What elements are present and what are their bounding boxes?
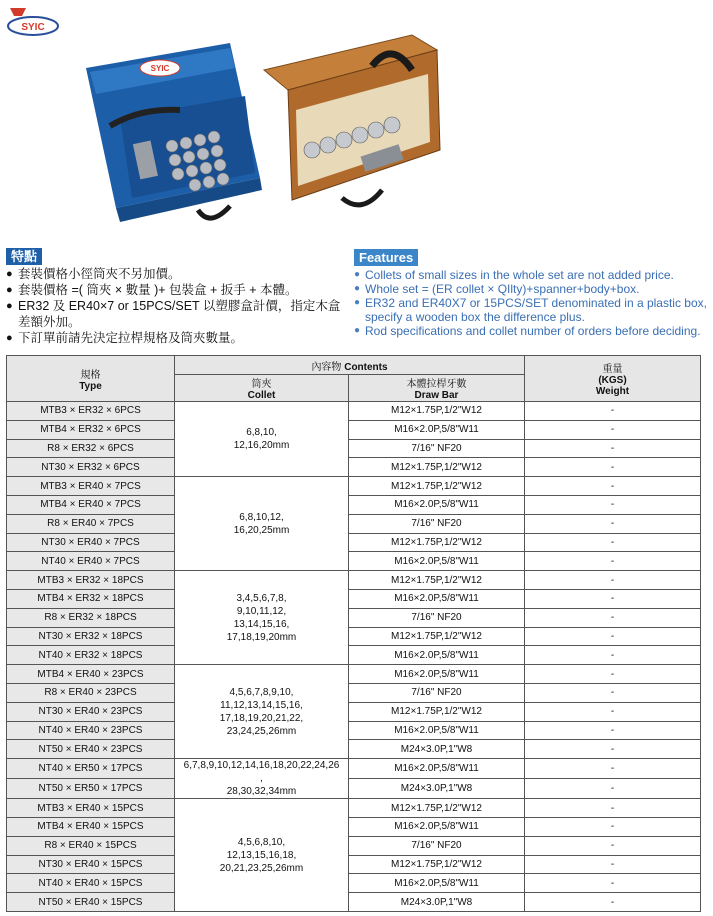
drawbar-cell: M12×1.75P,1/2"W12 <box>349 799 525 818</box>
table-row <box>7 779 701 799</box>
type-cell: NT40 × ER40 × 15PCS <box>7 874 175 893</box>
drawbar-cell: M12×1.75P,1/2"W12 <box>349 533 525 552</box>
drawbar-cell: M12×1.75P,1/2"W12 <box>349 855 525 874</box>
drawbar-cell: 7/16" NF20 <box>349 836 525 855</box>
table-row <box>7 721 701 740</box>
plastic-case-photo <box>80 38 265 240</box>
drawbar-cell: 7/16" NF20 <box>349 608 525 627</box>
table-row <box>7 420 701 439</box>
weight-cell: - <box>525 571 701 590</box>
weight-cell: - <box>525 836 701 855</box>
table-row <box>7 683 701 702</box>
drawbar-cell: M16×2.0P,5/8"W11 <box>349 589 525 608</box>
drawbar-cell: 7/16" NF20 <box>349 683 525 702</box>
weight-cell: - <box>525 589 701 608</box>
wooden-case-photo <box>262 30 442 210</box>
weight-cell: - <box>525 402 701 421</box>
type-cell: MTB4 × ER40 × 23PCS <box>7 665 175 684</box>
collet-cell: 3,4,5,6,7,8, 9,10,11,12, 13,14,15,16, 17,18,19,20mm <box>175 571 349 665</box>
table-row <box>7 759 701 779</box>
table-row <box>7 799 701 818</box>
type-cell: NT50 × ER40 × 15PCS <box>7 893 175 912</box>
svg-text:SYIC: SYIC <box>21 22 45 33</box>
table-row <box>7 439 701 458</box>
weight-cell: - <box>525 683 701 702</box>
weight-header: 重量 (KGS) Weight <box>525 356 701 402</box>
type-cell: NT30 × ER32 × 6PCS <box>7 458 175 477</box>
table-row <box>7 589 701 608</box>
weight-cell: - <box>525 514 701 533</box>
weight-cell: - <box>525 439 701 458</box>
weight-cell: - <box>525 552 701 571</box>
table-row <box>7 533 701 552</box>
table-row <box>7 608 701 627</box>
spec-table <box>6 355 701 912</box>
collet-header: 筒夾 Collet <box>175 375 349 402</box>
table-row <box>7 646 701 665</box>
list-item: ● 下訂單前請先決定拉桿規格及筒夾數量。 <box>6 330 346 346</box>
weight-cell: - <box>525 759 701 779</box>
list-item: ● 套裝價格 =( 筒夾 × 數量 )+ 包裝盒 + 扳手 + 本體。 <box>6 282 346 298</box>
type-cell: NT40 × ER50 × 17PCS <box>7 759 175 779</box>
table-row <box>7 552 701 571</box>
table-row <box>7 740 701 759</box>
type-cell: MTB3 × ER40 × 7PCS <box>7 477 175 496</box>
weight-cell: - <box>525 893 701 912</box>
list-item: ● Rod specifications and collet number of orders before deciding. <box>354 324 712 338</box>
weight-cell: - <box>525 665 701 684</box>
weight-cell: - <box>525 458 701 477</box>
drawbar-cell: M16×2.0P,5/8"W11 <box>349 721 525 740</box>
table-row <box>7 665 701 684</box>
weight-cell: - <box>525 702 701 721</box>
drawbar-cell: M12×1.75P,1/2"W12 <box>349 571 525 590</box>
type-cell: NT30 × ER40 × 15PCS <box>7 855 175 874</box>
weight-cell: - <box>525 608 701 627</box>
table-row <box>7 702 701 721</box>
type-cell: MTB3 × ER40 × 15PCS <box>7 799 175 818</box>
list-item: ● 套裝價格小徑筒夾不另加價。 <box>6 266 346 282</box>
drawbar-cell: M16×2.0P,5/8"W11 <box>349 817 525 836</box>
weight-cell: - <box>525 721 701 740</box>
type-cell: R8 × ER40 × 7PCS <box>7 514 175 533</box>
drawbar-cell: M12×1.75P,1/2"W12 <box>349 402 525 421</box>
drawbar-cell: M12×1.75P,1/2"W12 <box>349 477 525 496</box>
drawbar-cell: M12×1.75P,1/2"W12 <box>349 458 525 477</box>
type-cell: MTB4 × ER40 × 15PCS <box>7 817 175 836</box>
collet-cell: 4,5,6,8,10, 12,13,15,16,18, 20,21,23,25,26mm <box>175 799 349 912</box>
drawbar-cell: M16×2.0P,5/8"W11 <box>349 874 525 893</box>
list-item: ● ER32 and ER40X7 or 15PCS/SET denominated in a plastic box, specify a wooden box the difference plus. <box>354 296 712 324</box>
drawbar-cell: 7/16" NF20 <box>349 439 525 458</box>
type-cell: MTB4 × ER40 × 7PCS <box>7 495 175 514</box>
type-cell: R8 × ER40 × 15PCS <box>7 836 175 855</box>
features-en-list <box>354 268 712 338</box>
weight-cell: - <box>525 874 701 893</box>
weight-cell: - <box>525 495 701 514</box>
weight-cell: - <box>525 646 701 665</box>
weight-cell: - <box>525 779 701 799</box>
weight-cell: - <box>525 799 701 818</box>
drawbar-cell: M16×2.0P,5/8"W11 <box>349 646 525 665</box>
type-cell: NT40 × ER40 × 23PCS <box>7 721 175 740</box>
table-row <box>7 817 701 836</box>
table-row <box>7 571 701 590</box>
drawbar-cell: M16×2.0P,5/8"W11 <box>349 665 525 684</box>
type-cell: NT40 × ER40 × 7PCS <box>7 552 175 571</box>
features-en-title: Features <box>354 249 418 266</box>
type-cell: R8 × ER32 × 18PCS <box>7 608 175 627</box>
type-cell: NT30 × ER40 × 23PCS <box>7 702 175 721</box>
drawbar-cell: 7/16" NF20 <box>349 514 525 533</box>
features-zh-list <box>6 266 346 346</box>
type-cell: MTB3 × ER32 × 18PCS <box>7 571 175 590</box>
list-item: ● Collets of small sizes in the whole set are not added price. <box>354 268 712 282</box>
type-cell: NT30 × ER32 × 18PCS <box>7 627 175 646</box>
type-cell: NT50 × ER40 × 23PCS <box>7 740 175 759</box>
drawbar-cell: M24×3.0P,1"W8 <box>349 893 525 912</box>
contents-header: 內容物 Contents <box>175 356 525 375</box>
type-cell: MTB4 × ER32 × 6PCS <box>7 420 175 439</box>
collet-cell: 6,8,10,12, 16,20,25mm <box>175 477 349 571</box>
type-cell: R8 × ER40 × 23PCS <box>7 683 175 702</box>
drawbar-cell: M16×2.0P,5/8"W11 <box>349 759 525 779</box>
drawbar-cell: M16×2.0P,5/8"W11 <box>349 552 525 571</box>
collet-cell: 4,5,6,7,8,9,10, 11,12,13,14,15,16, 17,18,19,20,21,22, 23,24,25,26mm <box>175 665 349 759</box>
collet-cell: 6,7,8,9,10,12,14,16,18,20,22,24,26 , 28,30,32,34mm <box>175 759 349 799</box>
table-row <box>7 627 701 646</box>
table-row <box>7 893 701 912</box>
weight-cell: - <box>525 420 701 439</box>
table-row <box>7 477 701 496</box>
table-row <box>7 495 701 514</box>
drawbar-header: 本體拉桿牙數 Draw Bar <box>349 375 525 402</box>
list-item: ● ER32 及 ER40×7 or 15PCS/SET 以塑膠盒計價，指定木盒差額外加。 <box>6 298 346 330</box>
table-row <box>7 855 701 874</box>
table-row <box>7 402 701 421</box>
drawbar-cell: M24×3.0P,1"W8 <box>349 740 525 759</box>
type-cell: MTB4 × ER32 × 18PCS <box>7 589 175 608</box>
weight-cell: - <box>525 855 701 874</box>
list-item: ● Whole set = (ER collet × QIlty)+spanner+body+box. <box>354 282 712 296</box>
drawbar-cell: M12×1.75P,1/2"W12 <box>349 702 525 721</box>
type-cell: NT30 × ER40 × 7PCS <box>7 533 175 552</box>
type-cell: NT40 × ER32 × 18PCS <box>7 646 175 665</box>
weight-cell: - <box>525 533 701 552</box>
table-row <box>7 836 701 855</box>
drawbar-cell: M16×2.0P,5/8"W11 <box>349 495 525 514</box>
weight-cell: - <box>525 817 701 836</box>
syic-logo <box>4 4 62 48</box>
svg-text:SYIC: SYIC <box>150 64 170 73</box>
table-row <box>7 458 701 477</box>
weight-cell: - <box>525 627 701 646</box>
features-zh-title: 特點 <box>6 248 42 265</box>
drawbar-cell: M24×3.0P,1"W8 <box>349 779 525 799</box>
type-cell: NT50 × ER50 × 17PCS <box>7 779 175 799</box>
weight-cell: - <box>525 477 701 496</box>
weight-cell: - <box>525 740 701 759</box>
table-row <box>7 874 701 893</box>
type-header: 規格 Type <box>7 356 175 402</box>
table-row <box>7 514 701 533</box>
type-cell: R8 × ER32 × 6PCS <box>7 439 175 458</box>
drawbar-cell: M16×2.0P,5/8"W11 <box>349 420 525 439</box>
type-cell: MTB3 × ER32 × 6PCS <box>7 402 175 421</box>
drawbar-cell: M12×1.75P,1/2"W12 <box>349 627 525 646</box>
collet-cell: 6,8,10, 12,16,20mm <box>175 402 349 477</box>
